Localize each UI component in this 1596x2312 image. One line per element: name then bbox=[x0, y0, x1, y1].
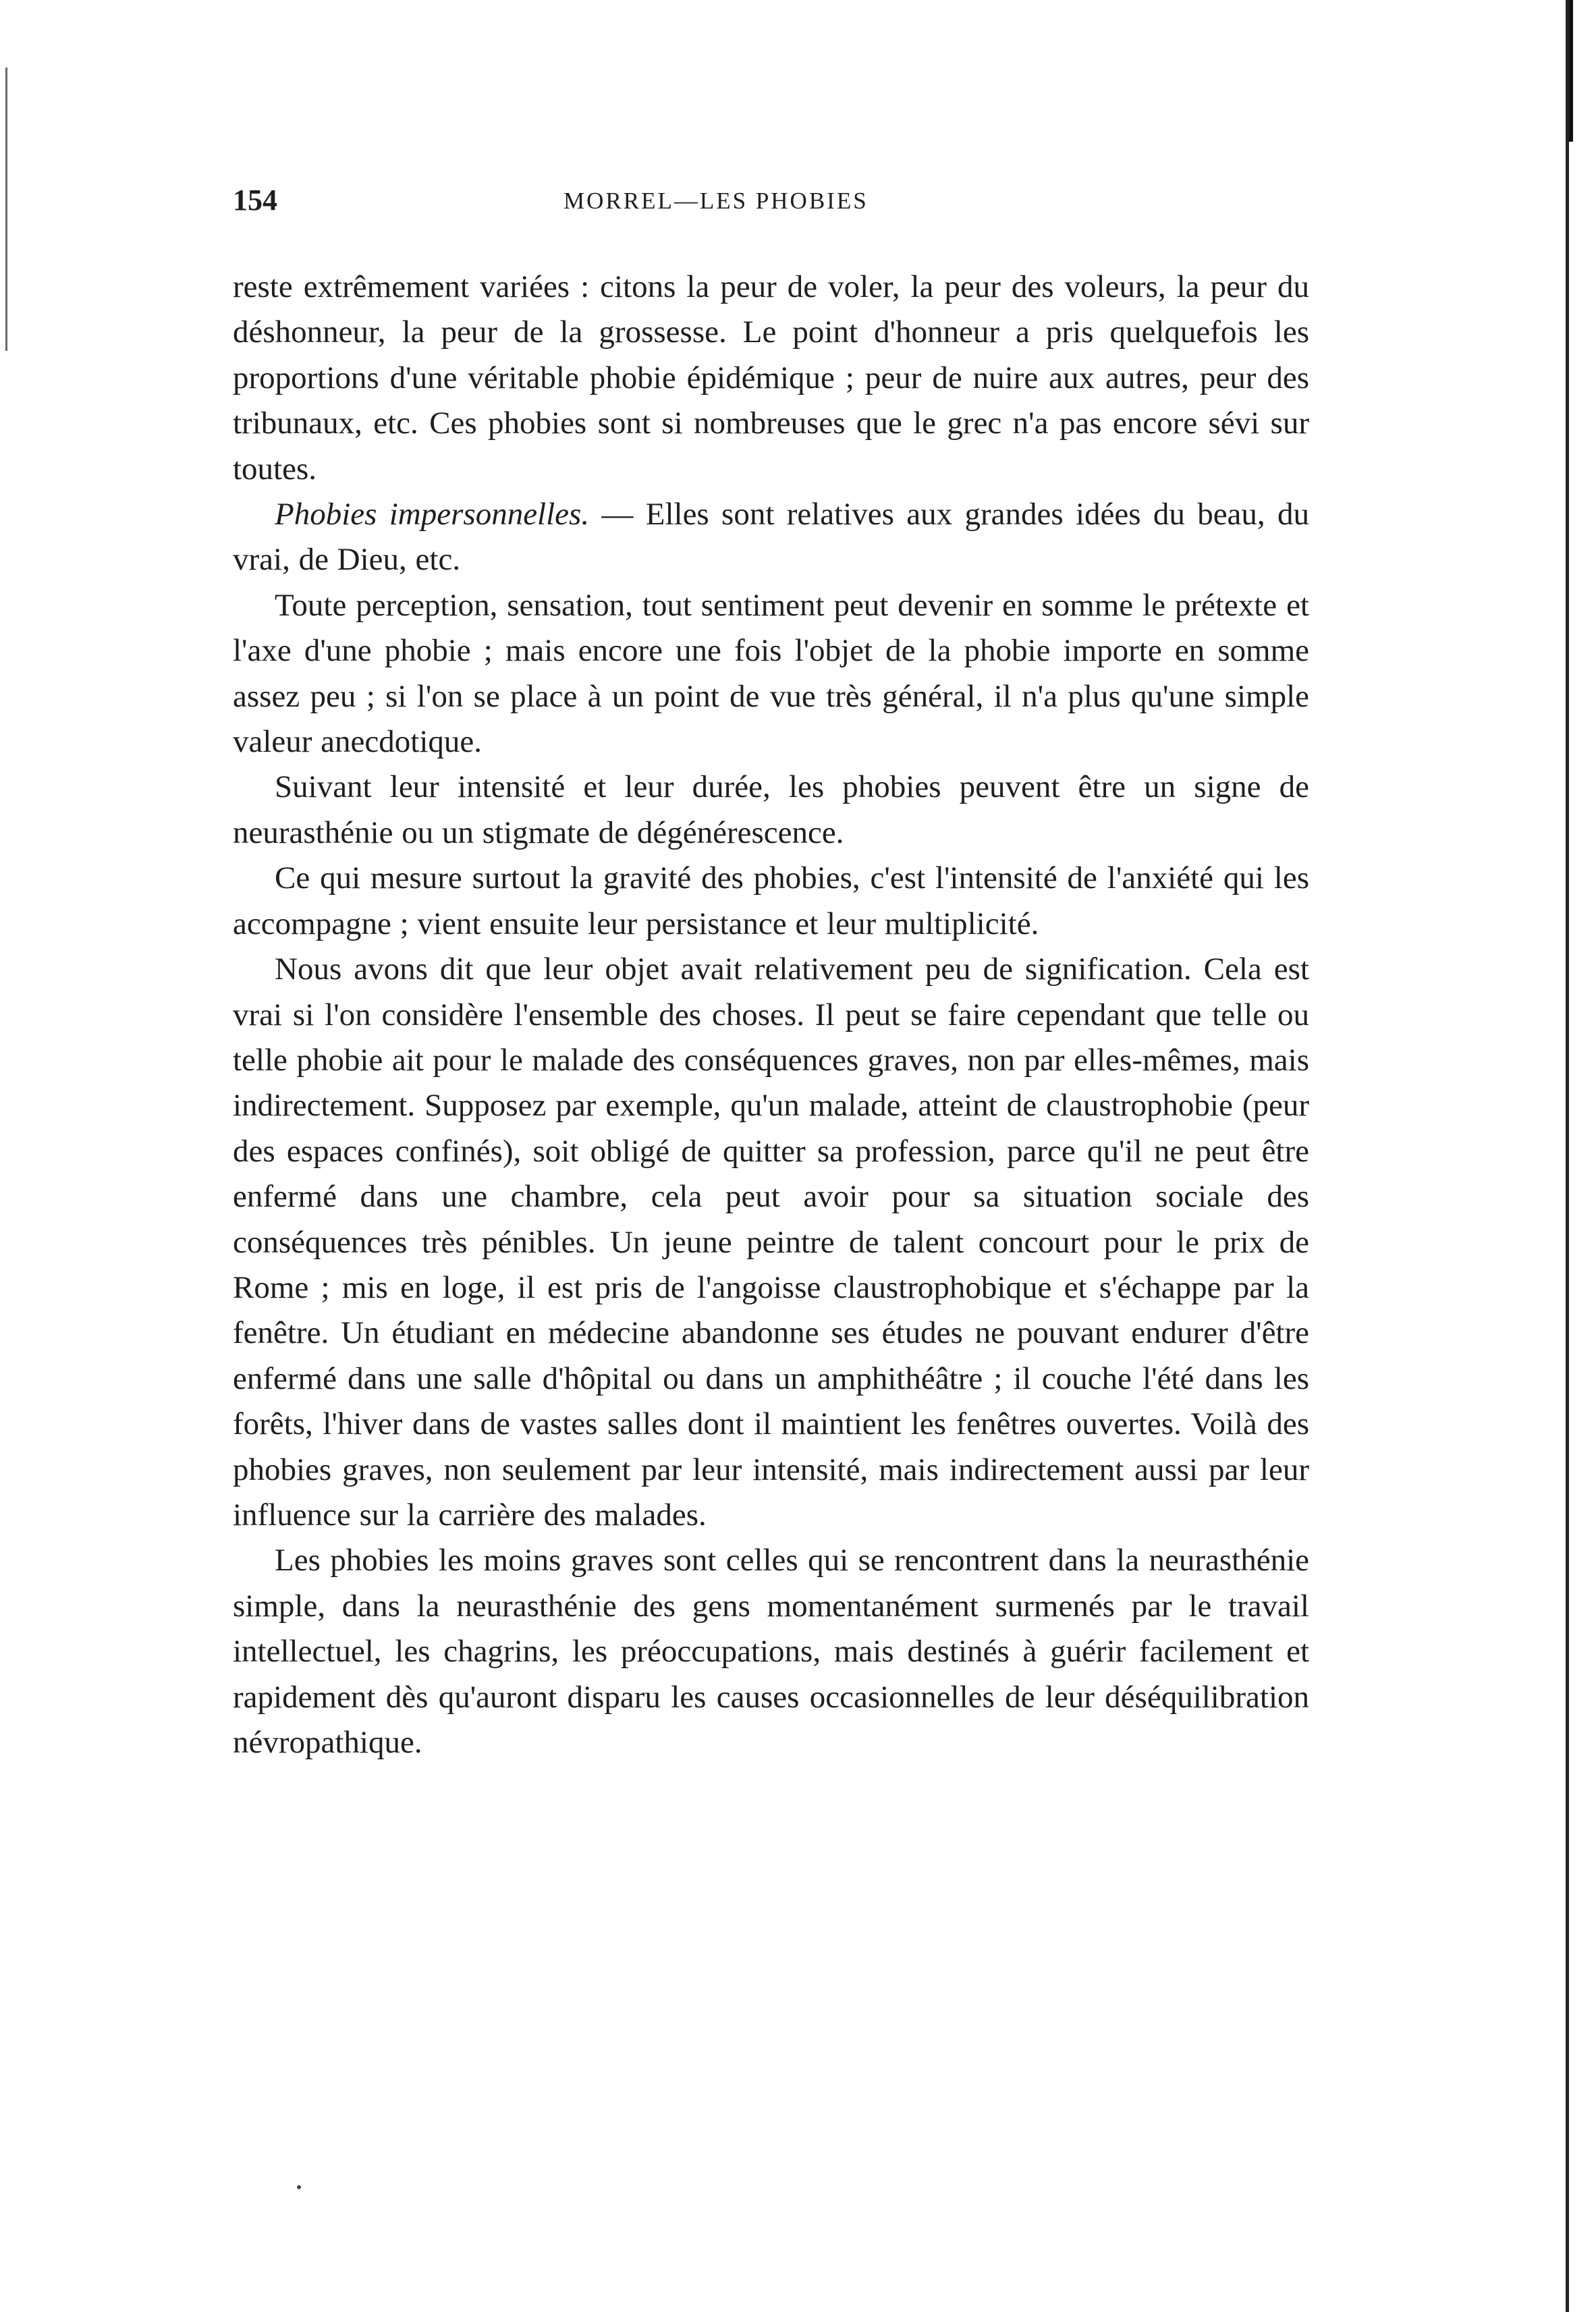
paragraph-intensity: Suivant leur intensité et leur durée, les phobies peuvent être un signe de neurasthénie ou un stigmate de dégénérescence. bbox=[233, 769, 1309, 850]
stray-mark bbox=[297, 2185, 301, 2189]
paragraph-continuation: reste extrêmement variées : citons la peur de voler, la peur des voleurs, la peur du déshonneur, la peur de la grossesse. Le point d'honneur a pris quelquefois les proportions d'une véritable phobie épidémique ; peur de nuire aux autres, peur des tribunaux, etc. Ces phobies sont si nombreuses que le grec n'a pas encore sévi sur toutes. bbox=[233, 269, 1309, 487]
body-text bbox=[233, 265, 1309, 1765]
paragraph-least-grave: Les phobies les moins graves sont celles qui se rencontrent dans la neurasthénie simple, dans la neurasthénie des gens momentanément surmenés par le travail intellectuel, les chagrins, les préoccupations, mais destinés à guérir facilement et rapidement dès qu'auront disparu les causes occasionnelles de leur déséquilibration névropathique. bbox=[233, 1543, 1309, 1760]
paragraph-impersonal-phobias bbox=[233, 492, 1309, 583]
paragraph-perception: Toute perception, sensation, tout sentiment peut devenir en somme le prétexte et l'axe d'une phobie ; mais encore une fois l'objet de la phobie importe en somme assez peu ; si l'on se place à un point de vue très général, il n'a plus qu'une simple valeur anecdotique. bbox=[233, 587, 1309, 760]
running-head: MORREL—LES PHOBIES bbox=[563, 188, 869, 214]
scan-edge-left bbox=[5, 67, 7, 351]
scan-edge-right bbox=[1566, 0, 1569, 2312]
paragraph-gravity: Ce qui mesure surtout la gravité des phobies, c'est l'intensité de l'anxiété qui les accompagne ; vient ensuite leur persistance et leur multiplicité. bbox=[233, 860, 1309, 941]
paragraph-signification: Nous avons dit que leur objet avait relativement peu de signification. Cela est vrai si l'on considère l'ensemble des choses. Il peut se faire cependant que telle ou telle phobie ait pour le malade des conséquences graves, non par elles-mêmes, mais indirectement. Supposez par exemple, qu'un malade, atteint de claustrophobie (peur des espaces confinés), soit obligé de quitter sa profession, parce qu'il ne peut être enfermé dans une chambre, cela peut avoir pour sa situation sociale des conséquences très pénibles. Un jeune peintre de talent concourt pour le prix de Rome ; mis en loge, il est pris de l'angoisse claustrophobique et s'échappe par la fenêtre. Un étudiant en médecine abandonne ses études ne pouvant endurer d'être enfermé dans une salle d'hôpital ou dans un amphithéâtre ; il couche l'été dans les forêts, l'hiver dans de vastes salles dont il maintient les fenêtres ouvertes. Voilà des phobies graves, non seulement par leur intensité, mais indirectement aussi par leur influence sur la carrière des malades. bbox=[233, 952, 1309, 1533]
section-lead-italic: Phobies impersonnelles. bbox=[275, 497, 590, 532]
page-header bbox=[233, 177, 1313, 224]
page-number: 154 bbox=[233, 184, 277, 217]
paragraph-text: — Elles sont relatives aux grandes idées du beau, du vrai, de Dieu, etc. bbox=[233, 497, 1309, 578]
